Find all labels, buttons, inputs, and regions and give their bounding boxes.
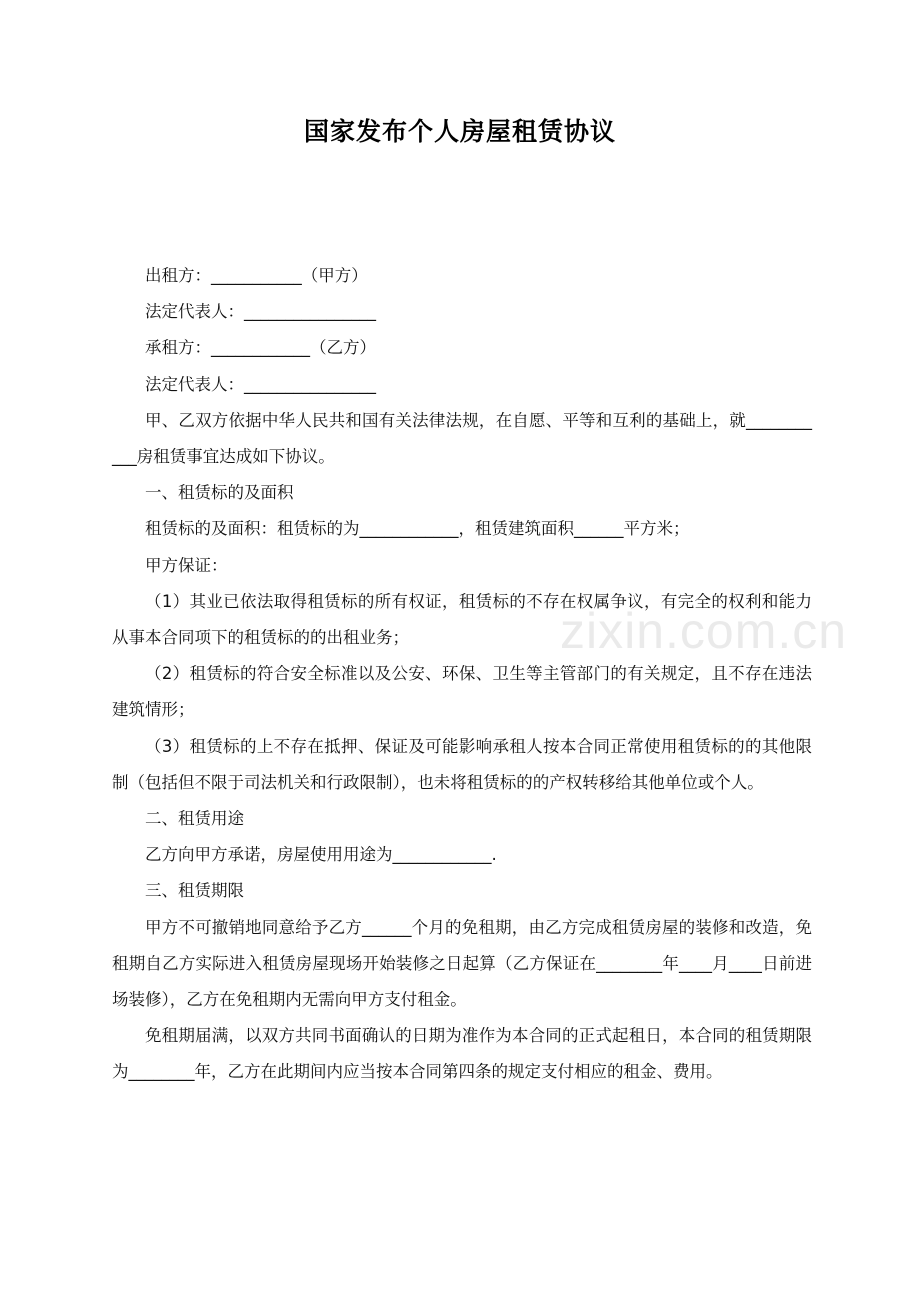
preamble-paragraph: 甲、乙双方依据中华人民共和国有关法律法规，在自愿、平等和互利的基础上，就___________房租赁事宜达成如下协议。 <box>112 410 812 467</box>
guarantee-item-2: （2）租赁标的符合安全标准以及公安、环保、卫生等主管部门的有关规定，且不存在违法建筑情形； <box>112 664 812 720</box>
lessee-representative-line: 法定代表人：________________ <box>145 374 376 394</box>
lessor-line: 出租方：___________（甲方） <box>145 266 368 285</box>
lessor-representative-line: 法定代表人：________________ <box>145 302 376 322</box>
guarantee-item-1: （1）其业已依法取得租赁标的所有权证，租赁标的不存在权属争议，有完全的权利和能力从事本合同项下的租赁标的的出租业务； <box>112 591 812 648</box>
document-title: 国家发布个人房屋租赁协议 <box>303 117 616 146</box>
section-heading-3: 三、租赁期限 <box>145 881 244 901</box>
site-watermark: zixin.com.cn <box>560 603 848 659</box>
rent-free-period-paragraph: 甲方不可撤销地同意给予乙方______个月的免租期，由乙方完成租赁房屋的装修和改造，免租期自乙方实际进入租赁房屋现场开始装修之日起算（乙方保证在________年____月____日前进场装修），乙方在免租期内无需向甲方支付租金。 <box>112 917 812 1010</box>
usage-paragraph: 乙方向甲方承诺，房屋使用用途为____________. <box>145 845 497 865</box>
section-heading-1: 一、租赁标的及面积 <box>145 483 294 503</box>
party-a-guarantee-heading: 甲方保证： <box>145 555 228 575</box>
lessee-line: 承租方：____________（乙方） <box>145 338 376 358</box>
lease-term-paragraph: 免租期届满，以双方共同书面确认的日期为准作为本合同的正式起租日，本合同的租赁期限为________年，乙方在此期间内应当按本合同第四条的规定支付相应的租金、费用。 <box>112 1026 812 1082</box>
section-heading-2: 二、租赁用途 <box>145 809 244 829</box>
guarantee-item-3: （3）租赁标的上不存在抵押、保证及可能影响承租人按本合同正常使用租赁标的的其他限制（包括但不限于司法机关和行政限制），也未将租赁标的的产权转移给其他单位或个人。 <box>112 736 812 792</box>
document-body <box>112 258 812 1091</box>
lease-object-paragraph: 租赁标的及面积：租赁标的为____________，租赁建筑面积______平方米； <box>145 519 690 539</box>
